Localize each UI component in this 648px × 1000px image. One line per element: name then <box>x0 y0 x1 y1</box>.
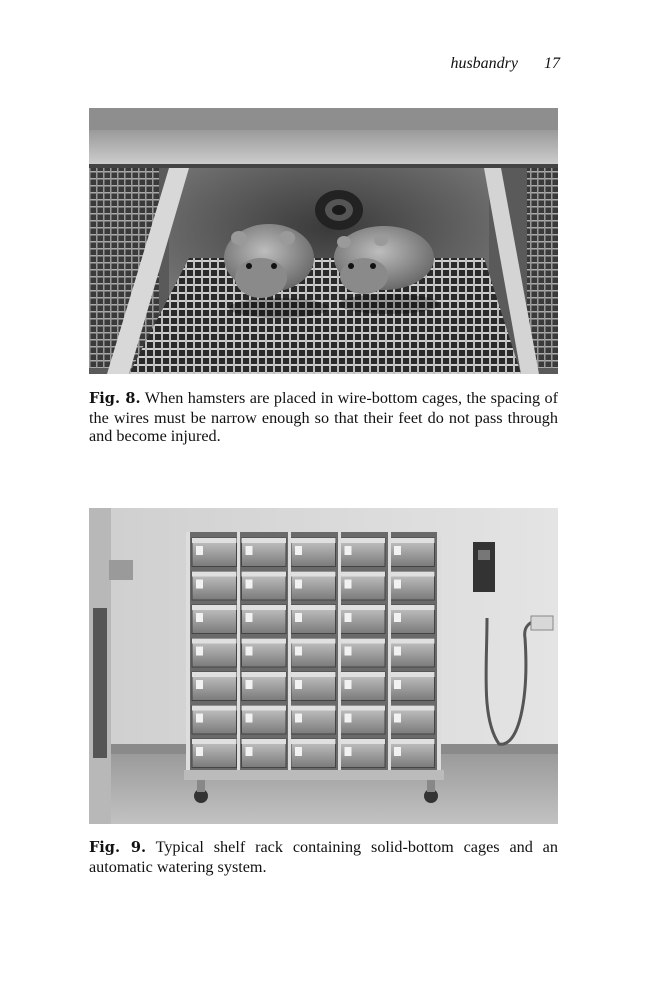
figure-9-caption-text: Typical shelf rack containing solid-bottom cages and an automatic watering system. <box>89 838 558 876</box>
page-number: 17 <box>544 55 560 72</box>
hamsters-wire-cage-image <box>89 108 558 374</box>
running-head <box>450 55 560 73</box>
figure-8-label: Fig. 8. <box>89 390 141 407</box>
figure-9-caption <box>89 838 558 876</box>
shelf-rack-image <box>89 508 558 824</box>
section-title: husbandry <box>450 55 518 72</box>
figure-8-caption-text: When hamsters are placed in wire-bottom cages, the spacing of the wires must be narrow enough so that their feet do not pass through and become injured. <box>89 389 558 445</box>
figure-8-photo <box>89 108 558 374</box>
figure-8-caption <box>89 389 558 446</box>
figure-9-label: Fig. 9. <box>89 839 146 856</box>
figure-9-photo <box>89 508 558 824</box>
